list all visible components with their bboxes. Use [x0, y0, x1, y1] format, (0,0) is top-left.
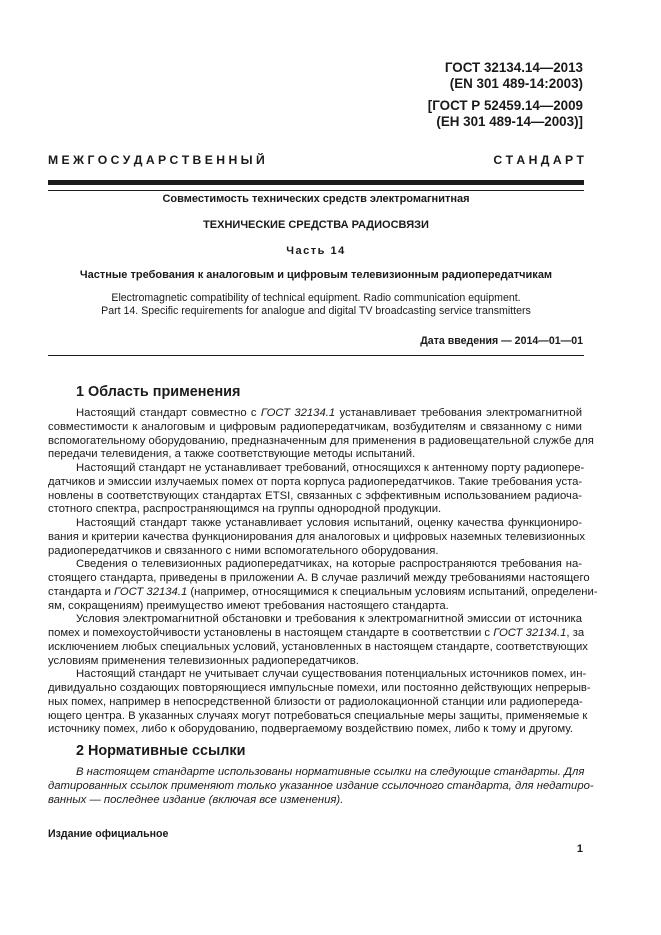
title-en-line-1: Electromagnetic compatibility of technical equipment. Radio communication equipment. — [111, 292, 521, 304]
section-2-body — [48, 766, 594, 807]
paragraph-line: стотного спектра, распространяющимся на группы однородной продукции. — [48, 503, 442, 516]
paragraph-line: ям, сокращениям) преимущество имеют требования настоящего стандарта. — [48, 599, 449, 612]
interstate-label: М Е Ж Г О С У Д А Р С Т В Е Н Н Ы Й — [48, 153, 265, 167]
paragraph-line: вспомогательному оборудованию, предназначенным для применения в радиовещательной службе для — [48, 434, 594, 447]
paragraph-line: дивидуально создающих повторяющиеся импульсные помехи, или постоянно действующих непрерыв- — [48, 682, 591, 694]
paragraph-line: стандарта и ГОСТ 32134.1 (например, относящимися к специальным условиям испытаний, определени- — [48, 585, 598, 598]
date-rule — [48, 355, 584, 356]
paragraph-line: Настоящий стандарт не устанавливает требований, относящихся к антенному порту радиопере- — [76, 462, 585, 474]
page-number: 1 — [576, 843, 583, 855]
header-rule-thick — [48, 180, 584, 185]
paragraph-line: радиопередатчиков и связанного с ними вспомогательного оборудования. — [48, 544, 439, 557]
paragraph-line: передачи телевидения, а также соответствующие методы испытаний. — [48, 448, 416, 461]
paragraph-line: помех и помехоустойчивости установлены в настоящем стандарте в соответствии с ГОСТ 32134.1, за — [48, 627, 585, 639]
title-line-1: Совместимость технических средств электромагнитная — [162, 193, 470, 205]
paragraph-line: Настоящий стандарт совместно с ГОСТ 32134.1 устанавливает требования электромагнитной — [76, 407, 583, 419]
title-en-line-2: Part 14. Specific requirements for analogue and digital TV broadcasting service transmitters — [101, 305, 531, 317]
subtitle: Частные требования к аналоговым и цифровым телевизионным радиопередатчикам — [79, 269, 553, 281]
section-1-body — [48, 407, 598, 737]
paragraph-line: Сведения о телевизионных радиопередатчиках, на которые распространяются требования на- — [76, 558, 582, 571]
paragraph-line: вания и критерии качества функционирования для аналоговых и цифровых наземных телевизионных — [48, 530, 586, 543]
paragraph-line: источнику помех, либо к оборудованию, подвергаемому воздействию помех, либо к тому и другому. — [48, 723, 573, 736]
paragraph-line: ющего центра. В указанных случаях могут потребоваться специальные меры защиты, применяемые к — [48, 709, 588, 722]
standard-label: С Т А Н Д А Р Т — [493, 153, 584, 167]
paragraph-line: ванных — последнее издание (включая все изменения). — [48, 793, 344, 806]
paragraph-line: условиям применения телевизионных радиопередатчиков. — [48, 654, 359, 667]
paragraph-line: стоящего стандарта, приведены в приложении А. В случае различий между требованиями настоящего — [48, 572, 590, 584]
paragraph-line: ных помех, например в непосредственной близости от радиолокационной станции или радиопереда- — [48, 695, 583, 708]
standard-code-block — [428, 60, 583, 130]
intro-date: Дата введения — 2014—01—01 — [420, 335, 583, 347]
standard-code-en: (EN 301 489-14:2003) — [449, 76, 583, 91]
header-rule-thin — [48, 190, 584, 191]
standard-code-en-ru: (ЕН 301 489-14—2003)] — [436, 114, 583, 129]
paragraph-line: Настоящий стандарт также устанавливает условия испытаний, оценку качества функциониро- — [76, 517, 582, 529]
section-2-heading: 2 Нормативные ссылки — [76, 743, 246, 759]
paragraph-line: Условия электромагнитной обстановки и требования к электромагнитной эмиссии от источника — [76, 613, 582, 626]
paragraph-line: датированных ссылок применяют только указанное издание ссылочного стандарта, для недатиро- — [48, 779, 594, 792]
interstate-standard-banner — [48, 152, 584, 168]
paragraph-line: В настоящем стандарте использованы нормативные ссылки на следующие стандарты. Для — [76, 766, 585, 778]
paragraph-line: исключением любых специальных условий, установленных в настоящем стандарте, соответствующих — [48, 640, 588, 653]
section-1-heading: 1 Область применения — [76, 384, 241, 400]
paragraph-line: новлены в соответствующих стандартах ETSI, связанных с эффективным использованием радиоча- — [48, 489, 582, 502]
paragraph-line: датчиков и эмиссии излучаемых помех от порта корпуса радиопередатчиков. Такие требования уста- — [48, 475, 583, 488]
official-edition-label: Издание официальное — [48, 828, 169, 840]
standard-code: ГОСТ 32134.14—2013 — [444, 60, 583, 75]
part-label: Часть 14 — [286, 245, 346, 257]
standard-code-ru: [ГОСТ Р 52459.14—2009 — [427, 98, 583, 113]
paragraph-line: совместимости к аналоговым и цифровым радиопередатчикам, возбудителям и связанному с ними — [48, 420, 582, 433]
paragraph-line: Настоящий стандарт не учитывает случаи существования потенциальных источников помех, ин- — [76, 668, 587, 681]
title-line-2: ТЕХНИЧЕСКИЕ СРЕДСТВА РАДИОСВЯЗИ — [203, 219, 429, 231]
